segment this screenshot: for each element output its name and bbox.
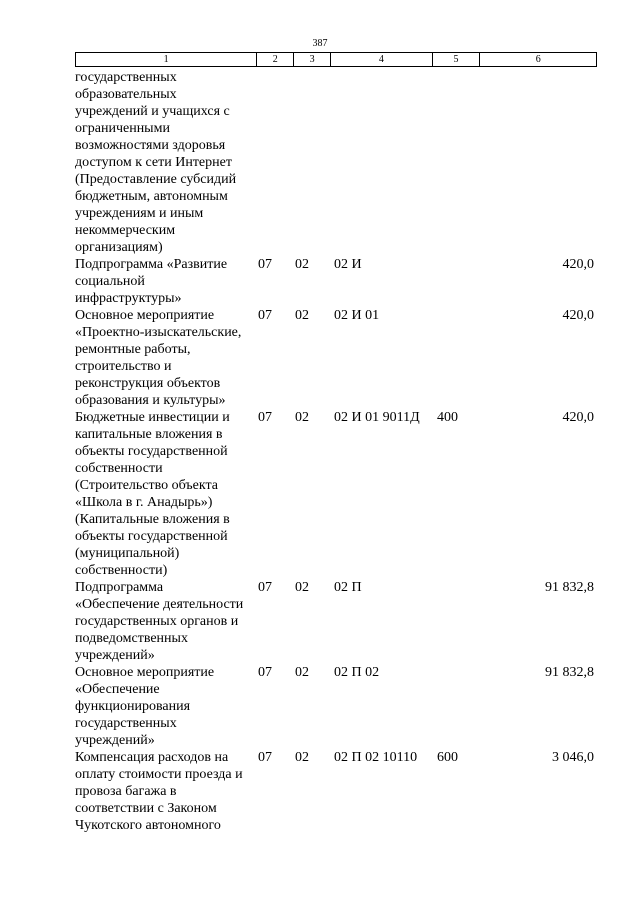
row-target-article: 02 П 02 xyxy=(334,665,380,680)
row-target-article: 02 П xyxy=(334,580,362,595)
row-subsection: 02 xyxy=(295,257,309,272)
header-col-3: 3 xyxy=(294,53,331,66)
header-col-6: 6 xyxy=(535,54,541,65)
table-row xyxy=(75,409,597,579)
row-expense-type: 600 xyxy=(437,750,458,765)
row-name: государственных образовательных учреждений и учащихся с ограниченными возможностями здоровья доступом к сети Интернет (Предоставление субсидий бюджетным, автономным учреждениям и иным некоммерческим организациям) xyxy=(75,70,237,255)
header-col-4: 4 xyxy=(331,53,433,66)
row-name: Подпрограмма «Обеспечение деятельности государственных органов и подведомственных учреждений» xyxy=(75,580,244,663)
row-section: 07 xyxy=(258,750,272,765)
row-subsection xyxy=(294,69,331,256)
row-amount: 420,0 xyxy=(562,257,594,272)
header-col-5: 5 xyxy=(433,53,481,66)
row-target-article: 02 П 02 10110 xyxy=(334,750,418,765)
table-row xyxy=(75,749,597,834)
table-row xyxy=(75,664,597,749)
row-subsection: 02 xyxy=(295,308,309,323)
header-col-1: 1 xyxy=(76,53,257,66)
row-target-article xyxy=(331,69,433,256)
row-name: Основное мероприятие «Проектно-изыскательские, ремонтные работы, строительство и реконструкция объектов образования и культуры» xyxy=(75,308,242,408)
row-amount: 91 832,8 xyxy=(545,665,594,680)
row-expense-type xyxy=(433,256,481,307)
row-name: Компенсация расходов на оплату стоимости проезда и провоза багажа в соответствии с Законом Чукотского автономного xyxy=(75,750,243,833)
row-section: 07 xyxy=(258,410,272,425)
header-col-2: 2 xyxy=(257,53,294,66)
row-section: 07 xyxy=(258,665,272,680)
budget-table-body xyxy=(75,69,597,834)
row-target-article: 02 И 01 9011Д xyxy=(334,410,420,425)
row-expense-type xyxy=(433,664,481,749)
row-subsection: 02 xyxy=(295,410,309,425)
row-amount xyxy=(481,69,597,256)
row-target-article: 02 И 01 xyxy=(334,308,380,323)
row-expense-type xyxy=(433,579,481,664)
row-expense-type: 400 xyxy=(437,410,458,425)
row-section: 07 xyxy=(258,308,272,323)
page-number: 387 xyxy=(312,38,328,49)
row-amount: 91 832,8 xyxy=(545,580,594,595)
row-expense-type xyxy=(433,307,481,409)
row-expense-type xyxy=(433,69,481,256)
row-name: Бюджетные инвестиции и капитальные вложения в объекты государственной собственности (Строительство объекта «Школа в г. Анадырь») (Капитальные вложения в объекты государственной (муниципальной) собственности) xyxy=(75,410,230,578)
row-amount: 420,0 xyxy=(562,410,594,425)
row-amount: 3 046,0 xyxy=(552,750,594,765)
row-amount: 420,0 xyxy=(562,308,594,323)
table-row xyxy=(75,307,597,409)
table-row xyxy=(75,256,597,307)
row-target-article: 02 И xyxy=(334,257,362,272)
row-subsection: 02 xyxy=(295,580,309,595)
row-subsection: 02 xyxy=(295,750,309,765)
row-name: Основное мероприятие «Обеспечение функционирования государственных учреждений» xyxy=(75,665,215,748)
row-subsection: 02 xyxy=(295,665,309,680)
table-row xyxy=(75,69,597,256)
row-section xyxy=(257,69,294,256)
row-section: 07 xyxy=(258,257,272,272)
table-row xyxy=(75,579,597,664)
row-section: 07 xyxy=(258,580,272,595)
table-header xyxy=(75,52,597,67)
row-name: Подпрограмма «Развитие социальной инфраструктуры» xyxy=(75,257,228,306)
